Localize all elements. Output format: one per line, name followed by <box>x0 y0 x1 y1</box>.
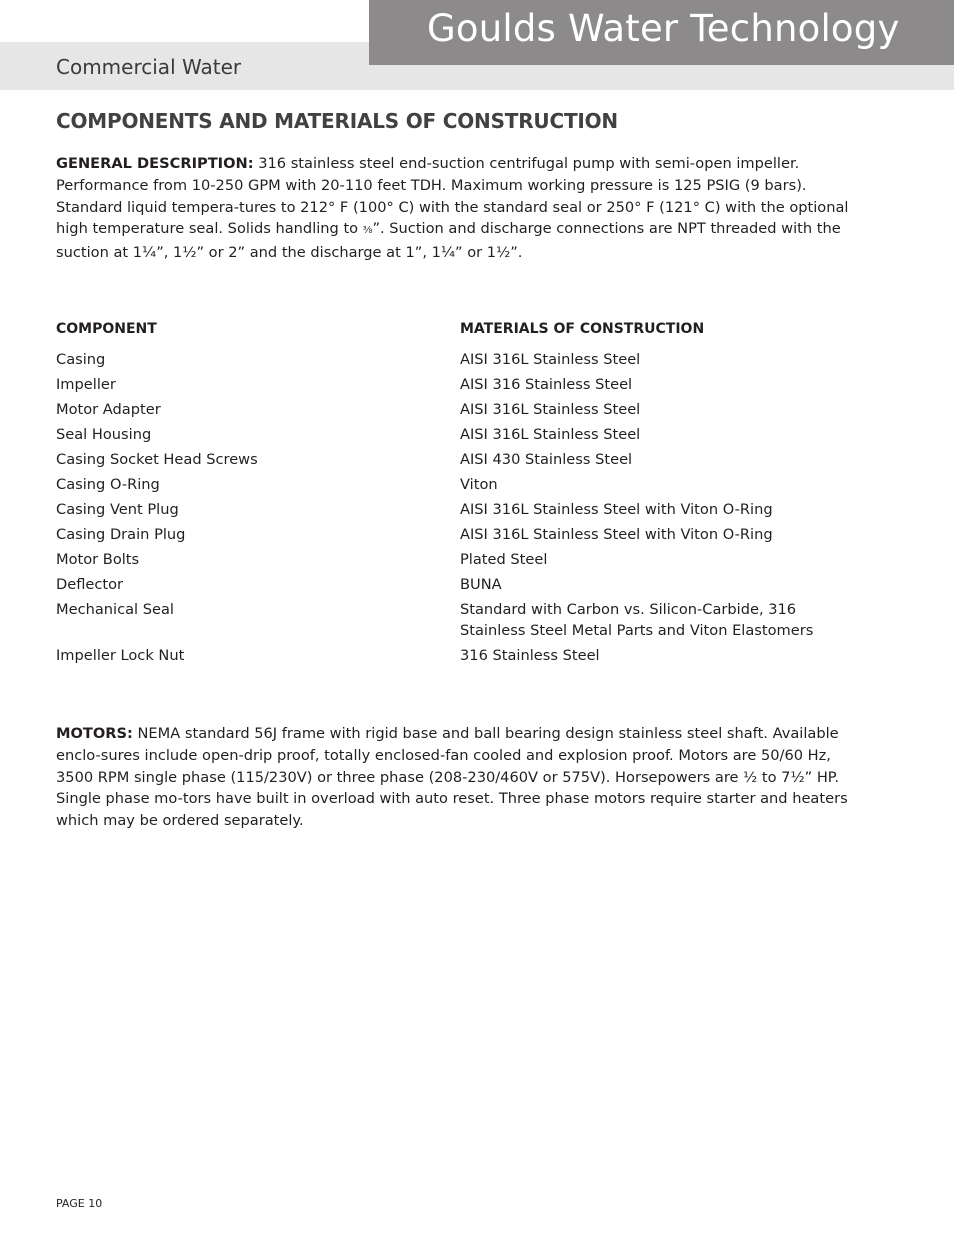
material-cell <box>460 349 860 370</box>
material-line: AISI 316L Stainless Steel <box>460 426 641 443</box>
component-cell: Casing Drain Plug <box>56 526 186 543</box>
component-cell: Impeller Lock Nut <box>56 647 185 664</box>
material-line: AISI 316 Stainless Steel <box>460 376 633 393</box>
component-cell: Casing Socket Head Screws <box>56 451 258 468</box>
material-line: AISI 430 Stainless Steel <box>460 451 633 468</box>
division-title: Commercial Water <box>56 55 242 79</box>
solids-fraction: ⅜ <box>362 225 373 237</box>
material-line: 316 Stainless Steel <box>460 647 600 664</box>
table-row <box>56 374 916 395</box>
component-cell: Motor Bolts <box>56 551 140 568</box>
general-description <box>56 153 871 264</box>
material-line: AISI 316L Stainless Steel <box>460 401 641 418</box>
material-column-header: MATERIALS OF CONSTRUCTION <box>460 321 705 337</box>
table-row <box>56 474 916 495</box>
material-line: AISI 316L Stainless Steel with Viton O-Ring <box>460 526 773 543</box>
material-cell <box>460 645 860 666</box>
component-cell: Deflector <box>56 576 124 593</box>
table-row <box>56 499 916 520</box>
table-row <box>56 574 916 595</box>
component-cell: Casing O-Ring <box>56 476 160 493</box>
table-row <box>56 399 916 420</box>
section-heading: COMPONENTS AND MATERIALS OF CONSTRUCTION <box>56 109 618 133</box>
component-cell: Motor Adapter <box>56 401 161 418</box>
material-line: AISI 316L Stainless Steel <box>460 351 641 368</box>
material-cell <box>460 474 860 495</box>
component-column-header: COMPONENT <box>56 321 157 337</box>
material-line: Standard with Carbon vs. Silicon-Carbide, 316 <box>460 601 797 618</box>
material-cell <box>460 499 860 520</box>
table-row <box>56 449 916 470</box>
table-row <box>56 349 916 370</box>
general-description-text-a: 316 stainless steel end-suction centrifugal pump with semi-open impeller. Performance from 10-250 GPM with 20-110 feet TDH. Maximum working pressure is 125 PSIG (9 bars). Standard liquid tempera-tures to 212° F (100° C) with the standard seal or 250° F (121° C) with the optional high temperature seal. Solids handling to <box>56 155 849 238</box>
table-row <box>56 549 916 570</box>
material-cell <box>460 574 860 595</box>
page-number: PAGE 10 <box>56 1197 103 1210</box>
motors-label: MOTORS: <box>56 725 133 742</box>
materials-table <box>56 349 916 670</box>
material-line: Plated Steel <box>460 551 548 568</box>
component-cell: Impeller <box>56 376 116 393</box>
material-line: AISI 316L Stainless Steel with Viton O-Ring <box>460 501 773 518</box>
brand-title: Goulds Water Technology <box>427 7 900 50</box>
material-cell <box>460 449 860 470</box>
material-line: Viton <box>460 476 498 493</box>
table-row <box>56 645 916 666</box>
component-cell: Mechanical Seal <box>56 601 174 618</box>
motors-description <box>56 723 871 832</box>
material-line: Stainless Steel Metal Parts and Viton Elastomers <box>460 622 814 639</box>
general-description-text-b: ”. Suction and discharge connections are NPT threaded with the suction at 1¼”, 1½” or 2” and the discharge at 1”, 1¼” or 1½”. <box>56 220 841 262</box>
motors-text: NEMA standard 56J frame with rigid base and ball bearing design stainless steel shaft. Available enclo-sures include open-drip proof, totally enclosed-fan cooled and explosion proof. Motors are 50/60 Hz, 3500 RPM single phase (115/230V) or three phase (208-230/460V or 575V). Horsepowers are ½ to 7½” HP. Single phase mo-tors have built in overload with auto reset. Three phase motors require starter and heaters which may be ordered separately. <box>56 725 848 830</box>
material-cell <box>460 599 860 641</box>
material-cell <box>460 424 860 445</box>
material-cell <box>460 524 860 545</box>
material-cell <box>460 374 860 395</box>
table-row <box>56 524 916 545</box>
material-cell <box>460 549 860 570</box>
material-line: BUNA <box>460 576 502 593</box>
table-row <box>56 599 916 641</box>
general-description-label: GENERAL DESCRIPTION: <box>56 155 254 172</box>
material-cell <box>460 399 860 420</box>
component-cell: Casing <box>56 351 106 368</box>
component-cell: Casing Vent Plug <box>56 501 179 518</box>
component-cell: Seal Housing <box>56 426 152 443</box>
table-row <box>56 424 916 445</box>
